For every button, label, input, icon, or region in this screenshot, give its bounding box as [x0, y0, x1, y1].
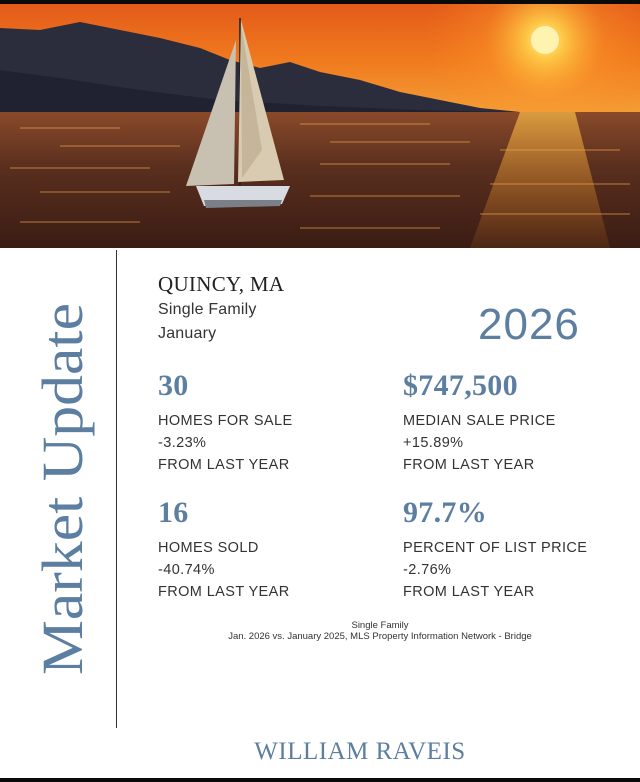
- footnote-line-1: Single Family: [351, 620, 409, 631]
- stat-period: FROM LAST YEAR: [403, 584, 535, 600]
- stat-label: HOMES SOLD: [158, 540, 259, 556]
- stat-change: -2.76%: [403, 562, 452, 578]
- vertical-title: [20, 303, 100, 675]
- stat-value: 30: [158, 369, 189, 402]
- bottom-border: [0, 778, 640, 782]
- top-border: [0, 0, 640, 4]
- hero-sunset-sailboat-image: [0, 0, 640, 248]
- report-month: January: [158, 325, 217, 342]
- stat-value: $747,500: [403, 369, 518, 402]
- footnote-line-2: Jan. 2026 vs. January 2025, MLS Property Information Network - Bridge: [228, 631, 532, 642]
- stat-period: FROM LAST YEAR: [158, 584, 290, 600]
- city-heading: QUINCY, MA: [158, 272, 285, 296]
- stat-label: PERCENT OF LIST PRICE: [403, 540, 588, 556]
- stat-value: 16: [158, 496, 189, 529]
- brand-logo-text: WILLIAM RAVEIS: [254, 738, 466, 765]
- stat-period: FROM LAST YEAR: [158, 457, 290, 473]
- stat-change: -3.23%: [158, 435, 207, 451]
- vertical-title-text: Market Update: [30, 325, 95, 675]
- stat-label: HOMES FOR SALE: [158, 413, 293, 429]
- stat-label: MEDIAN SALE PRICE: [403, 413, 556, 429]
- stat-change: +15.89%: [403, 435, 464, 451]
- stat-percent-of-list-price: [403, 496, 587, 603]
- report-year: 2026: [478, 300, 580, 349]
- stat-change: -40.74%: [158, 562, 215, 578]
- stat-homes-sold: [158, 496, 290, 603]
- property-type: Single Family: [158, 301, 257, 318]
- stat-homes-for-sale: [158, 369, 293, 476]
- stat-value: 97.7%: [403, 496, 487, 529]
- stat-period: FROM LAST YEAR: [403, 457, 535, 473]
- source-footnote: [180, 620, 580, 642]
- stat-median-sale-price: [403, 369, 556, 476]
- vertical-divider: [116, 250, 117, 728]
